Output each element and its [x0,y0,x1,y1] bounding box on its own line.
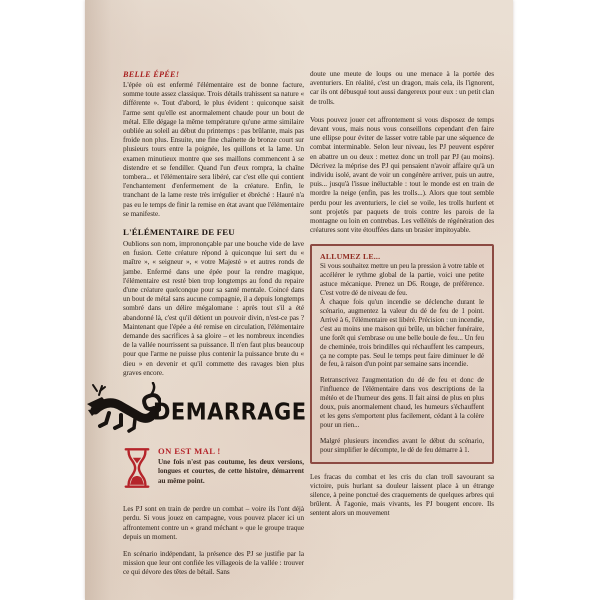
box-paragraph-descriptions: Retranscrivez l'augmentation du dé de feu et donc de l'influence de l'élémentaire dans vos descriptions de la météo et de l'humeur des gens. Il fait ainsi de plus en plus doux, puis anormalement chaud, les humeurs s'échauffent et les gens s'emportent plus facilement, cédant à la colère pour un rien... [320,376,484,429]
belle-epee-heading: BELLE ÉPÉE! [123,70,180,79]
scanned-book-page [85,0,513,600]
box-paragraph-fire-die: Si vous souhaitez mettre un peu la pression à votre table et accélérer le rythme global de la partie, voici une petite astuce mécanique. Prenez un D6. Rouge, de préférence. C'est votre dé de niveau de feu. [320,262,484,298]
paragraph-fire-elemental: Oublions son nom, imprononçable par une bouche vide de lave en fusion. Cette créature répond à quiconque lui sert du « maître », « seigneur », « votre Majesté » et autres ronds de jambe. Enfermé dans une épée pour la rendre magique, l'élémentaire est resté bien trop longtemps au fond du repaire d'une créature quelconque pour sa santé mentale. Coincé dans un bout de métal sans aucune compagnie, il a depuis longtemps sombré dans un délire mégalomane : après tout s'il a été abandonné là, c'est qu'il détient un pouvoir divin, n'est-ce pas ? Maintenant que l'épée a été remise en circulation, l'élémentaire demande des sacrifices à sa gloire – et les nombreux incendies de la vallée nourrissent sa puissance. Il n'en faut plus beaucoup pour que l'arme ne puisse plus contenir la puissance brute du « dieu » en devenir et qu'il commette des ravages bien plus graves encore. [123,240,304,377]
allumez-le-sidebar-box [310,244,494,463]
callout-text: Une fois n'est pas coutume, les deux versions, longues et courtes, de cette histoire, démarrent au même point. [158,458,304,485]
left-column [123,0,307,578]
paragraph-losing-fight: Les PJ sont en train de perdre un combat – voire ils l'ont déjà perdu. Si vous jouez en campagne, vous pouvez placer ici un affrontement contre un « grand méchant » que le groupe traque depuis un moment. [123,505,304,541]
on-est-mal-callout [123,446,304,495]
paragraph-standalone-scenario: En scénario indépendant, la présence des PJ se justifie par la mission que leur ont confiée les villageois de la vallée : trouver ce qui dévore des têtes de bétail. Sans [123,549,304,577]
paragraph-wolves-dragon: doute une meute de loups ou une menace à la portée des aventuriers. En réalité, c'est un dragon, mais cela, ils l'ignorent, car ils ont débusqué tout aussi dangereux pour eux : un petit clan de trolls. [310,70,494,106]
allumez-le-heading: ALLUMEZ LE... [320,252,381,262]
paragraph-aftermath: Les fracas du combat et les cris du clan troll savourant sa victoire, puis hurlant sa douleur laissent place à un étrange silence, à peine ponctué des craquements de quelques arbres qui brûlent. À l'agonie, mais vivants, les PJ bougent encore. Ils sentent alors un mouvement [310,472,494,518]
box-paragraph-fire-die-rules: À chaque fois qu'un incendie se déclenche durant le scénario, augmentez la valeur du dé de feu de 1 point. Arrivé à 6, l'élémentaire est libéré. Précision : un incendie, c'est au moins une maison qui brûle, un bûcher funéraire, une forêt qui s'embrase ou une belle boule de feu... Un feu de cheminée, trois brindilles qui réchauffent les campeurs, ça ne compte pas. Seul le temps peut faire diminuer le dé de feu, à raison d'un point par semaine sans incendie. [320,298,484,369]
on-est-mal-heading: ON EST MAL ! [158,446,221,457]
right-column [310,0,494,519]
paragraph-sword-description: L'épée où est enfermé l'élémentaire est de bonne facture, somme toute assez classique. Trois détails trahissent sa nature « différente ». Tout d'abord, le plus évident : quiconque saisit l'arme sent qu'elle est anormalement chaude pour un bout de métal. Elle dégage la même température qu'une arme similaire oubliée au soleil au début du printemps : pas brûlante, mais pas froide non plus. Ensuite, une fine chaînette de bronze court sur plusieurs tours entre la poignée, les quillons et la lame. Un examen minutieux montre que ses maillons commencent à se distendre et se fendiller. Quand l'un d'eux rompra, la chaîne tombera... et l'élémentaire sera libéré, car c'est elle qui contient l'enchantement d'enfermement de la créature. Enfin, le tranchant de la lame reste très irrégulier et ébréché : Hauré n'a pas eu le temps de finir la remise en état avant que l'élémentaire se manifeste. [123,81,304,218]
fire-elemental-heading: L'ÉLÉMENTAIRE DE FEU [123,227,235,238]
dragon-icon [85,382,161,449]
demarrage-heading: DEMARRAGE [153,399,307,426]
paragraph-troll-fight: Vous pouvez jouer cet affrontement si vous disposez de temps devant vous, mais nous vous conseillons cependant d'en faire une ellipse pour éviter de lasser votre table par une séquence de combat interminable. Selon leur niveau, les PJ peuvent espérer en abattre un ou deux : mettez donc un troll par PJ (au moins). Décrivez la méprise des PJ qui pensaient n'avoir affaire qu'à un individu isolé, avant de voir un congénère arriver, puis un autre, puis... jusqu'à l'issue inéluctable : tout le monde est en train de mordre la neige (enfin, pas les trolls...). Alors que tout semble perdu pour les aventuriers, le ciel se voile, les trolls hurlent et sont projetés par paquets de trois contre les parois de la montagne ou loin en contrebas. Les velléités de régénération des créatures sont vite étouffées dans un brasier impitoyable. [310,115,494,235]
box-paragraph-starting-value: Malgré plusieurs incendies avant le début du scénario, pour simplifier le décompte, le dé de feu démarre à 1. [320,436,484,454]
callout-body [153,446,304,495]
hourglass-icon [123,446,153,495]
demarrage-section-header [123,382,307,444]
